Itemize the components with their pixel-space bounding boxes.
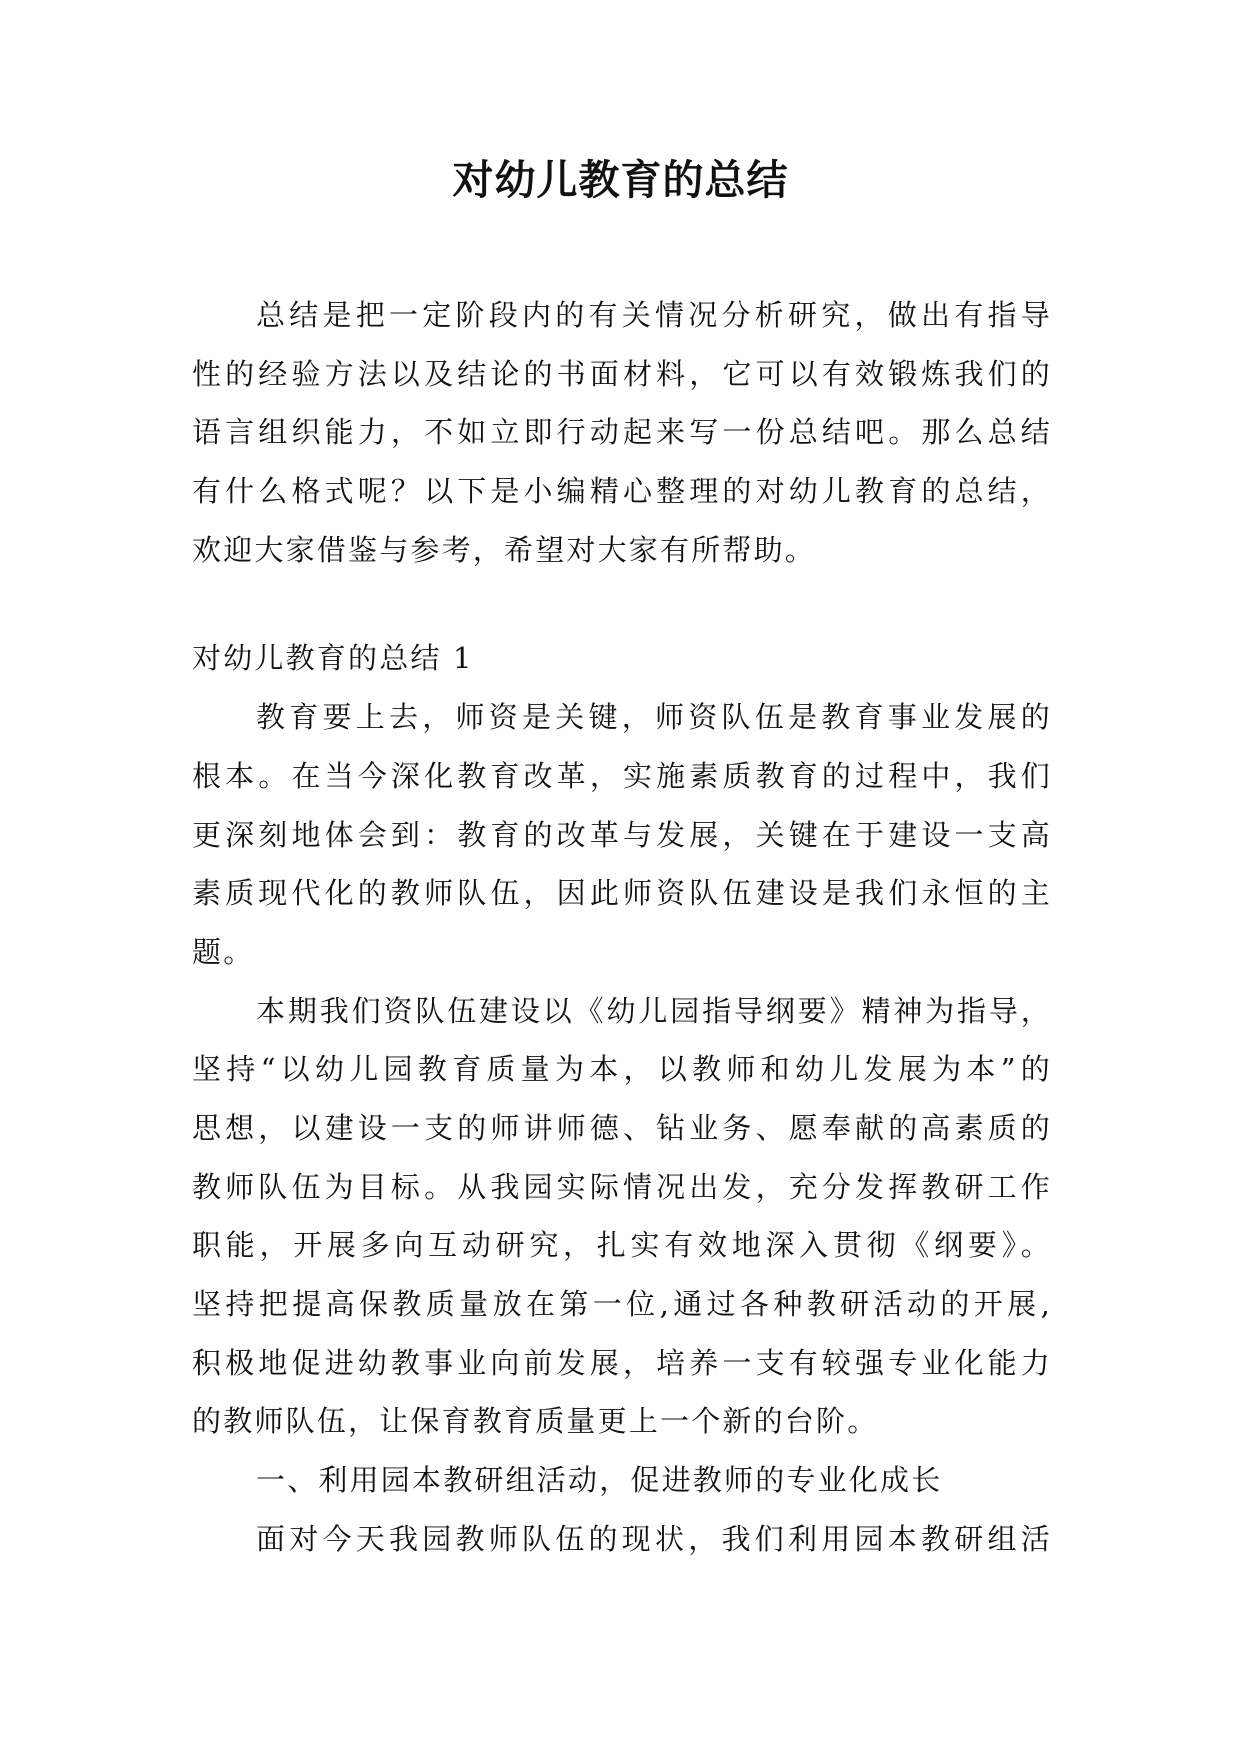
paragraph-line: 面对今天我园教师队伍的现状，我们利用园本教研组活	[256, 1521, 1052, 1556]
paragraph-line: 思想，以建设一支的师讲师德、钻业务、愿奉献的高素质的	[192, 1110, 1052, 1145]
paragraph-3	[192, 1510, 1052, 1569]
paragraph-line: 更深刻地体会到：教育的改革与发展，关键在于建设一支高	[192, 817, 1052, 852]
paragraph-line: 题。	[192, 934, 255, 969]
paragraph-2	[192, 982, 1052, 1452]
paragraph-line: 教师队伍为目标。从我园实际情况出发，充分发挥教研工作	[192, 1169, 1052, 1204]
intro-line: 总结是把一定阶段内的有关情况分析研究，做出有指导	[256, 298, 1052, 332]
paragraph-gap	[192, 579, 1052, 629]
paragraph-line: 素质现代化的教师队伍，因此师资队伍建设是我们永恒的主	[192, 876, 1052, 911]
document-title: 对幼儿教育的总结	[452, 156, 789, 204]
paragraph-1	[192, 688, 1052, 981]
document-body	[192, 286, 1052, 1568]
subheading: 一、利用园本教研组活动，促进教师的专业化成长	[256, 1463, 943, 1498]
intro-line: 性的经验方法以及结论的书面材料，它可以有效锻炼我们的	[192, 356, 1052, 391]
intro-paragraph	[192, 286, 1052, 579]
section-heading: 对幼儿教育的总结 1	[192, 641, 474, 676]
paragraph-line: 教育要上去，师资是关键，师资队伍是教育事业发展的	[256, 700, 1052, 735]
paragraph-line: 本期我们资队伍建设以《幼儿园指导纲要》精神为指导，	[256, 993, 1052, 1028]
paragraph-line: 职能，开展多向互动研究，扎实有效地深入贯彻《纲要》。	[192, 1228, 1052, 1263]
paragraph-line: 的教师队伍，让保育教育质量更上一个新的台阶。	[192, 1404, 879, 1439]
paragraph-line: 根本。在当今深化教育改革，实施素质教育的过程中，我们	[192, 758, 1052, 793]
intro-line: 有什么格式呢？以下是小编精心整理的对幼儿教育的总结，	[192, 474, 1052, 509]
intro-line: 语言组织能力，不如立即行动起来写一份总结吧。那么总结	[192, 415, 1052, 450]
intro-line: 欢迎大家借鉴与参考，希望对大家有所帮助。	[192, 532, 817, 567]
paragraph-line: 积极地促进幼教事业向前发展，培养一支有较强专业化能力	[192, 1345, 1052, 1380]
paragraph-line: 坚持把提高保教质量放在第一位,通过各种教研活动的开展,	[192, 1287, 1052, 1321]
paragraph-line: 坚持“以幼儿园教育质量为本，以教师和幼儿发展为本”的	[192, 1052, 1052, 1087]
